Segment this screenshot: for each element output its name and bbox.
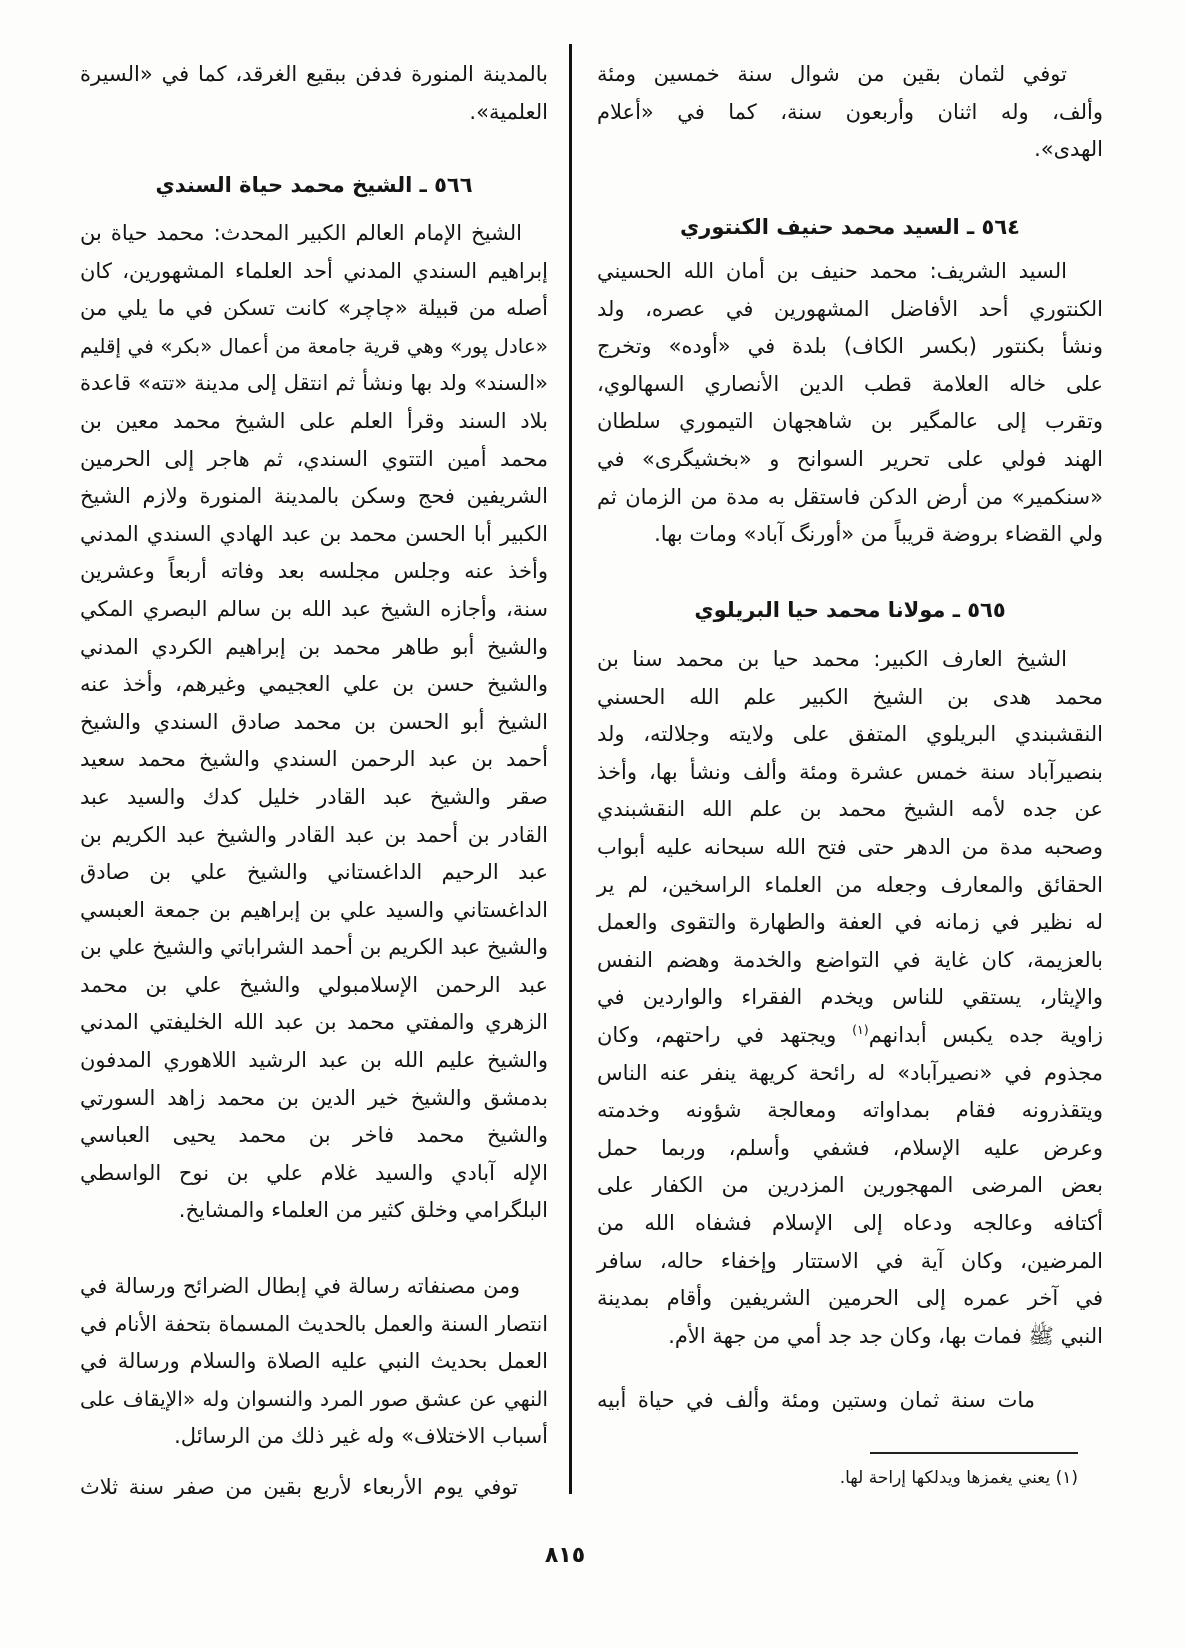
entry-565-heading: ٥٦٥ ـ مولانا محمد حيا البريلوي (694, 598, 1006, 622)
text-line: على خاله العلامة قطب الدين الأنصاري السهالوي، (597, 371, 1103, 396)
text-line: وتقرب إلى عالمگير بن شاهجهان التيموري سلطان (597, 409, 1103, 434)
text-line: الحقائق والمعارف وجعله من العلماء الراسخين، لم ير (597, 872, 1103, 897)
text-line: صقر والشيخ عبد القادر خليل كدك والسيد عبد (80, 784, 548, 809)
text-line: الهدى». (1034, 137, 1103, 162)
text-line: والشيخ محمد فاخر بن محمد يحيى العباسي (80, 1123, 548, 1148)
text-line: البلگرامي وخلق كثير من العلماء والمشايخ. (178, 1198, 548, 1223)
text-line: الكبير أبا الحسن محمد بن عبد الهادي السندي المدني (80, 521, 548, 546)
entry-565-paragraph (597, 641, 1103, 1355)
text-line: محمد هدى بن الشيخ الكبير علم الله الحسني (597, 684, 1103, 709)
page-number: ٨١٥ (544, 1543, 586, 1568)
text-line: المرضين، وكان آية في الاستتار وإخفاء حاله، سافر (597, 1248, 1103, 1273)
text-line: مجذوم في «نصيرآباد» له رائحة كريهة ينفر عنه الناس (597, 1060, 1103, 1085)
right-column (597, 0, 1103, 1647)
text-line: النهي عن عشق صور المرد والنسوان وله «الإيقاف على (80, 1386, 548, 1411)
text-line: الشريفين فحج وسكن بالمدينة المنورة ولازم الشيخ (80, 484, 548, 509)
column-separator (569, 44, 572, 1494)
text-line (597, 1017, 1103, 1055)
text-line: وألف، وله اثنان وأربعون سنة، كما في «أعلام (597, 99, 1103, 124)
text-line: «السند» ولد بها ونشأ ثم انتقل إلى مدينة «تته» قاعدة (80, 371, 548, 396)
text-line: الزهري والمفتي محمد بن عبد الله الخليفتي المدني (80, 1010, 548, 1035)
text-line: «سنكمير» من أرض الدكن فاستقل به مدة من الزمان ثم (597, 484, 1103, 509)
text-line: والشيخ حسن بن علي العجيمي وغيرهم، وأخذ عنه (80, 672, 548, 697)
text-line: الشيخ العارف الكبير: محمد حيا بن محمد سنا بن (597, 647, 1067, 671)
text-line: السيد الشريف: محمد حنيف بن أمان الله الحسيني (597, 259, 1067, 283)
text-line: إبراهيم السندي المدني أحد العلماء المشهورين، كان (80, 258, 548, 283)
text-line: بدمشق والشيخ خير الدين بن محمد زاهد السورتي (80, 1085, 548, 1110)
text-line: العلمية». (469, 99, 548, 124)
text-line: سنة، وأجازه الشيخ عبد الله بن سالم البصري المكي (80, 596, 548, 621)
entry-564-heading: ٥٦٤ ـ السيد محمد حنيف الكنتوري (680, 215, 1020, 239)
left-column (80, 0, 548, 1647)
text-line: بعض المرضى المهجورين المزدرين من الكفار على (597, 1173, 1103, 1198)
text-line: توفي لثمان بقين من شوال سنة خمسين ومئة (597, 62, 1067, 86)
entry-565-death-paragraph (597, 1382, 1103, 1420)
text-line: أصله من قبيلة «چاچر» كانت تسكن في ما يلي من (80, 296, 548, 321)
text-line: بلاد السند وقرأ العلم على الشيخ محمد معين بن (80, 408, 548, 433)
text-line: بالعزيمة، كان غاية في التواضع والخدمة وهضم النفس (597, 947, 1103, 972)
text-line: ومن مصنفاته رسالة في إبطال الضرائح ورسالة في (80, 1274, 520, 1298)
text-line: العمل بحديث النبي عليه الصلاة والسلام ورسالة في (80, 1349, 548, 1374)
entry-566-death-paragraph (80, 1469, 548, 1507)
text-line: بنصيرآباد سنة خمس عشرة ومئة وألف ونشأ بها، وأخذ (597, 759, 1103, 784)
text-line: ونشأ بكنتور (بكسر الكاف) بلدة في «أوده» وتخرج (597, 334, 1103, 359)
text-line: والشيخ عبد الكريم بن أحمد الشراباتي والشيخ علي بن (80, 935, 548, 960)
text-line: النقشبندي البريلوي المتفق على ولايته وجلالته، ولد (597, 722, 1103, 747)
text-line: الشيخ الإمام العالم الكبير المحدث: محمد حياة بن (80, 221, 522, 245)
text-line: وصحبه مدة من الدهر حتى فتح الله سبحانه عليه أبواب (597, 834, 1103, 859)
text-line: انتصار السنة والعمل بالحديث المسماة بتحفة الأنام في (80, 1311, 548, 1336)
text-line: والشيخ أبو طاهر محمد بن إبراهيم الكردي المدني (80, 634, 548, 659)
text-line: بالمدينة المنورة فدفن ببقيع الغرقد، كما في «السيرة (80, 62, 548, 86)
text-line: توفي يوم الأربعاء لأربع بقين من صفر سنة ثلاث (80, 1475, 518, 1499)
entry-566-heading: ٥٦٦ ـ الشيخ محمد حياة السندي (155, 173, 473, 197)
text-line: ولي القضاء بروضة قريباً من «أورنگ آباد» ومات بها. (654, 522, 1103, 547)
text-line: له نظير في زمانه في العفة والطهارة والتقوى والعمل (597, 910, 1103, 935)
text-line: النبي ﷺ فمات بها، وكان جد جد أمي من جهة الأم. (668, 1323, 1103, 1348)
text-line: «عادل پور» وهي قرية جامعة من أعمال «بكر» في إقليم (80, 333, 548, 358)
text-line: الشيخ أبو الحسن بن محمد صادق السندي والشيخ (80, 709, 548, 734)
text-line: الإله آبادي والسيد غلام علي بن نوح الواسطي (80, 1160, 548, 1185)
text-line: أكتافه وعالجه ودعاه إلى الإسلام فشفاه الله من (597, 1210, 1103, 1235)
text-line: الهند فولي على تحرير السوانح و «بخشيگرى» في (597, 446, 1103, 471)
footnote: (١) يعني يغمزها ويدلكها إراحة لها. (839, 1468, 1078, 1488)
text-segment: زاوية جده يكبس أبدانهم (868, 1022, 1104, 1047)
entry-564-paragraph (597, 253, 1103, 554)
entry-566-paragraph (80, 215, 548, 1230)
footnote-rule (870, 1452, 1078, 1454)
text-line: القادر بن أحمد بن عبد القادر والشيخ عبد الكريم بن (80, 822, 548, 847)
text-segment: ويجتهد في راحتهم، وكان (597, 1022, 853, 1047)
text-line: عن جده لأمه الشيخ محمد بن علم الله النقشبندي (597, 797, 1103, 822)
text-line: الداغستاني والسيد علي بن إبراهيم بن جمعة العبسي (80, 897, 548, 922)
text-line: أسباب الاختلاف» وله غير ذلك من الرسائل. (174, 1424, 548, 1449)
text-line: ويتقذرونه فقام بمداواته ومعالجة شؤونه وخدمته (597, 1098, 1103, 1123)
continued-paragraph (597, 56, 1103, 169)
text-line: وعرض عليه الإسلام، فشفي وأسلم، وربما حمل (597, 1135, 1103, 1160)
text-line: وأخذ عنه وجلس مجلسه بعد وفاته أربعاً وعشرين (80, 559, 548, 584)
continued-paragraph (80, 56, 548, 131)
text-line: أحمد بن عبد الرحمن السندي والشيخ محمد سعيد (80, 747, 548, 772)
text-line: الكنتوري أحد الأفاضل المشهورين في عصره، ولد (597, 296, 1103, 321)
text-line: مات سنة ثمان وستين ومئة وألف في حياة أبيه (597, 1388, 1035, 1412)
footnote-marker: (١) (852, 1021, 869, 1037)
text-line: والإيثار، يستقي للناس ويخدم الفقراء والواردين في (597, 985, 1103, 1010)
text-line: عبد الرحمن الإسلامبولي والشيخ علي بن محمد (80, 972, 548, 997)
text-line: والشيخ عليم الله بن عبد الرشيد اللاهوري المدفون (80, 1048, 548, 1073)
entry-566-works-paragraph (80, 1268, 548, 1456)
text-line: في آخر عمره إلى الحرمين الشريفين وأقام بمدينة (597, 1286, 1103, 1311)
text-line: عبد الرحيم الداغستاني والشيخ علي بن صادق (80, 860, 548, 885)
text-line: محمد أمين التتوي السندي، ثم هاجر إلى الحرمين (80, 446, 548, 471)
